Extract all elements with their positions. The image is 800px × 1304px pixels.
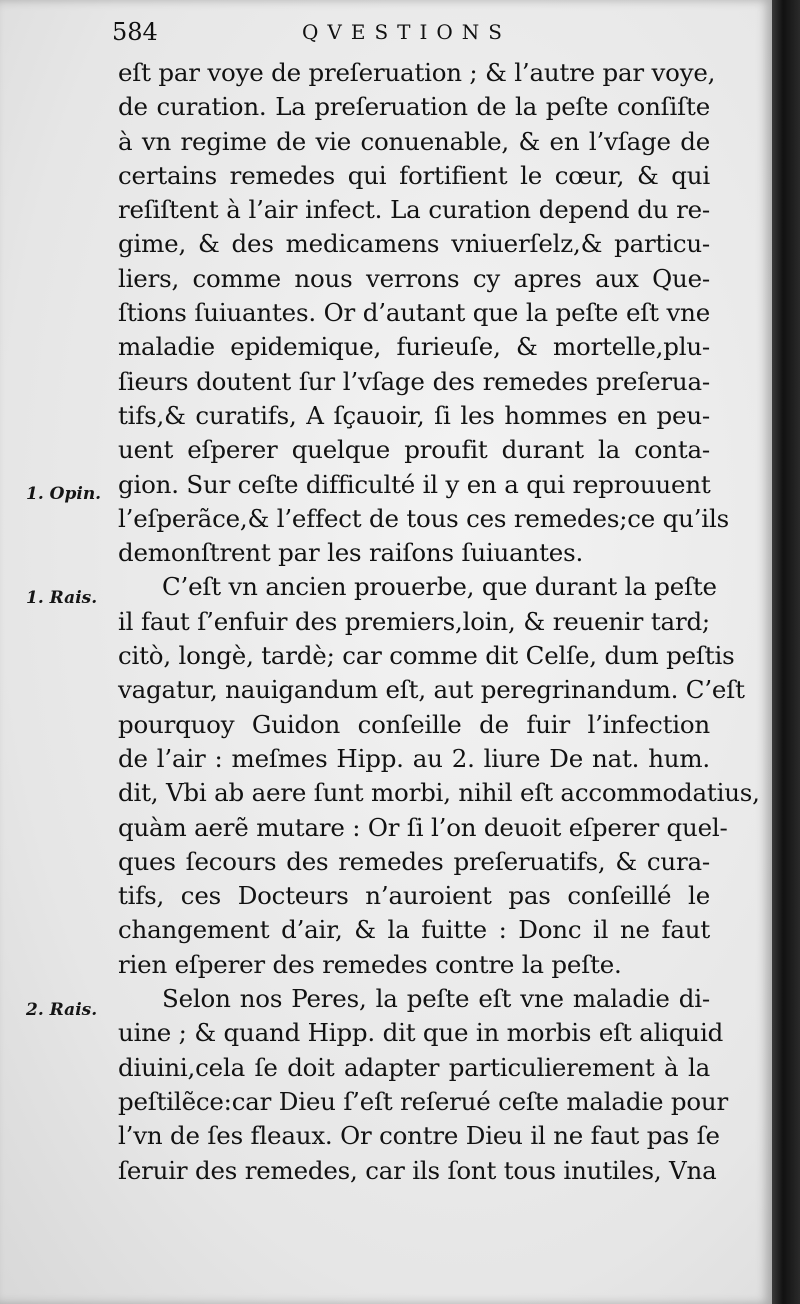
text-line: demonſtrent par les raiſons ſuiuantes. — [118, 538, 584, 568]
text-line: gime, & des medicamens vniuerſelz,& particu- — [118, 229, 710, 259]
marginal-note-opinion: 1. Opin. — [26, 484, 102, 504]
text-line: gion. Sur ceſte difficulté il y en a qui reprouuent — [118, 469, 711, 499]
marginal-note-reason-2: 2. Rais. — [26, 1000, 98, 1020]
text-line: changement d’air, & la fuitte : Donc il ne faut — [118, 915, 710, 945]
text-line: l’vn de ſes fleaux. Or contre Dieu il ne faut pas ſe — [118, 1121, 720, 1151]
book-gutter — [772, 0, 800, 1304]
text-line: tifs,& curatifs, A ſçauoir, ſi les hommes en peu- — [118, 400, 710, 430]
text-line: de curation. La preſeruation de la peſte conſiſte — [118, 92, 710, 122]
text-line: reſiſtent à l’air infect. La curation depend du re- — [118, 195, 710, 225]
text-line: peſtilẽce:car Dieu ſ’eſt reſerué ceſte maladie pour — [118, 1086, 728, 1116]
text-line: ſieurs doutent ſur l’vſage des remedes preſerua- — [118, 366, 710, 396]
text-line: ques ſecours des remedes preſeruatifs, & cura- — [118, 846, 710, 876]
text-line: ſeruir des remedes, car ils ſont tous inutiles, Vna — [118, 1155, 717, 1185]
text-line: de l’air : meſmes Hipp. au 2. liure De nat. hum. — [118, 743, 710, 773]
marginal-note-reason-1: 1. Rais. — [26, 588, 98, 608]
text-line: Selon nos Peres, la peſte eſt vne maladie di- — [162, 984, 710, 1014]
page-number: 584 — [112, 18, 158, 46]
text-line: l’eſperãce,& l’effect de tous ces remedes;ce qu’ils — [118, 503, 729, 533]
text-line: uent eſperer quelque proufit durant la conta- — [118, 435, 710, 465]
text-line: il faut ſ’enfuir des premiers,loin, & reuenir tard; — [118, 606, 710, 636]
text-line: ſtions ſuiuantes. Or d’autant que la peſte eſt vne — [118, 298, 710, 328]
text-line: C’eſt vn ancien prouerbe, que durant la peſte — [162, 572, 717, 602]
text-line: citò, longè, tardè; car comme dit Celſe, dum peſtis — [118, 641, 735, 671]
body-text — [118, 56, 760, 1188]
text-line: liers, comme nous verrons cy apres aux Que- — [118, 263, 710, 293]
text-line: diuini,cela ſe doit adapter particulierement à la — [118, 1052, 710, 1082]
text-line: vagatur, nauigandum eſt, aut peregrinandum. C’eſt — [118, 675, 745, 705]
page-header — [112, 18, 722, 52]
text-line: maladie epidemique, furieuſe, & mortelle,plu- — [118, 332, 710, 362]
text-line: tifs, ces Docteurs n’auroient pas conſeillé le — [118, 881, 710, 911]
text-line: quàm aerẽ mutare : Or ſi l’on deuoit eſperer quel- — [118, 812, 728, 842]
text-line: à vn regime de vie conuenable, & en l’vſage de — [118, 126, 710, 156]
running-title: QVESTIONS — [302, 20, 511, 44]
text-line: rien eſperer des remedes contre la peſte. — [118, 949, 622, 979]
text-line: pourquoy Guidon conſeille de fuir l’infection — [118, 709, 710, 739]
text-line: certains remedes qui fortifient le cœur, & qui — [118, 160, 710, 190]
text-line: dit, Vbi ab aere ſunt morbi, nihil eſt accommodatius, — [118, 778, 760, 808]
text-line: eſt par voye de preſeruation ; & l’autre par voye, — [118, 58, 716, 87]
text-line: uine ; & quand Hipp. dit que in morbis eſt aliquid — [118, 1018, 724, 1048]
